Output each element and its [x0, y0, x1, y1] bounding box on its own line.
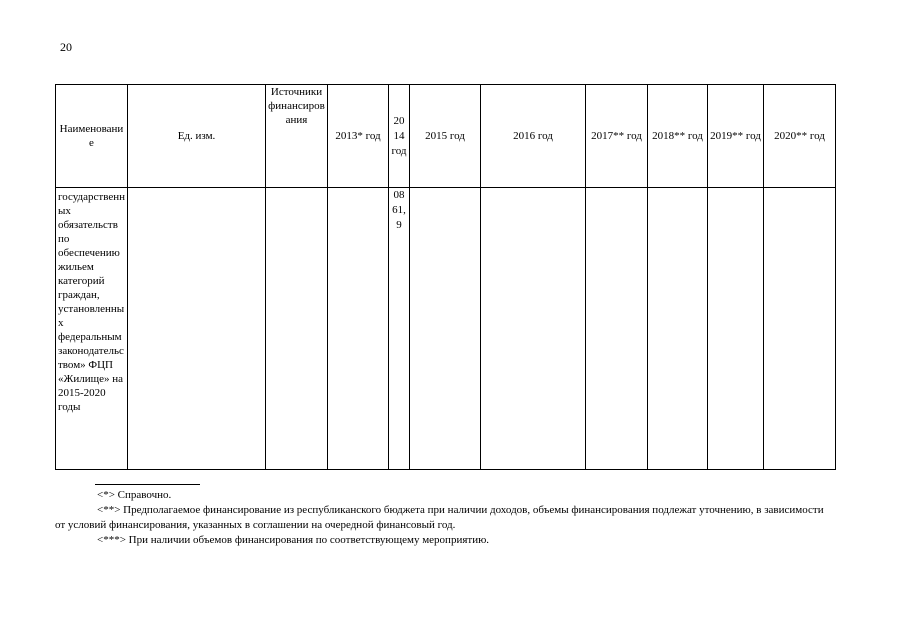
header-2019: 2019** год [708, 85, 764, 188]
header-2013: 2013* год [328, 85, 389, 188]
cell-sources [266, 188, 328, 470]
header-name: Наименование [56, 85, 128, 188]
cell-2020 [764, 188, 836, 470]
cell-name: государственных обязательств по обеспечению жильем категорий граждан, установленных федеральным законодательством» ФЦП «Жилище» на 2015-2020 годы [56, 188, 128, 470]
cell-2014: 0861,9 [389, 188, 410, 470]
cell-2018 [648, 188, 708, 470]
table-row [56, 188, 836, 470]
cell-2017 [586, 188, 648, 470]
header-sources: Источники финансирования [266, 85, 328, 188]
header-2017: 2017** год [586, 85, 648, 188]
header-2014: 2014 год [389, 85, 410, 188]
cell-2015 [410, 188, 481, 470]
page-number: 20 [60, 40, 72, 54]
footnote-3: <***> При наличии объемов финансирования по соответствующему мероприятию. [97, 534, 490, 546]
header-2018: 2018** год [648, 85, 708, 188]
financing-table [55, 84, 836, 470]
header-2015: 2015 год [410, 85, 481, 188]
header-2020: 2020** год [764, 85, 836, 188]
cell-2013 [328, 188, 389, 470]
cell-2016 [481, 188, 586, 470]
footnote-separator [95, 484, 200, 485]
footnotes [55, 488, 835, 548]
header-unit: Ед. изм. [128, 85, 266, 188]
footnote-2: <**> Предполагаемое финансирование из республиканского бюджета при наличии доходов, объемы финансирования подлежат уточнению, в зависимости от условий финансирования, указанных в соглашении на очередной финансовый год. [55, 504, 824, 531]
table-header-row [56, 85, 836, 188]
footnote-1: <*> Справочно. [97, 489, 172, 501]
header-2016: 2016 год [481, 85, 586, 188]
cell-unit [128, 188, 266, 470]
cell-2019 [708, 188, 764, 470]
